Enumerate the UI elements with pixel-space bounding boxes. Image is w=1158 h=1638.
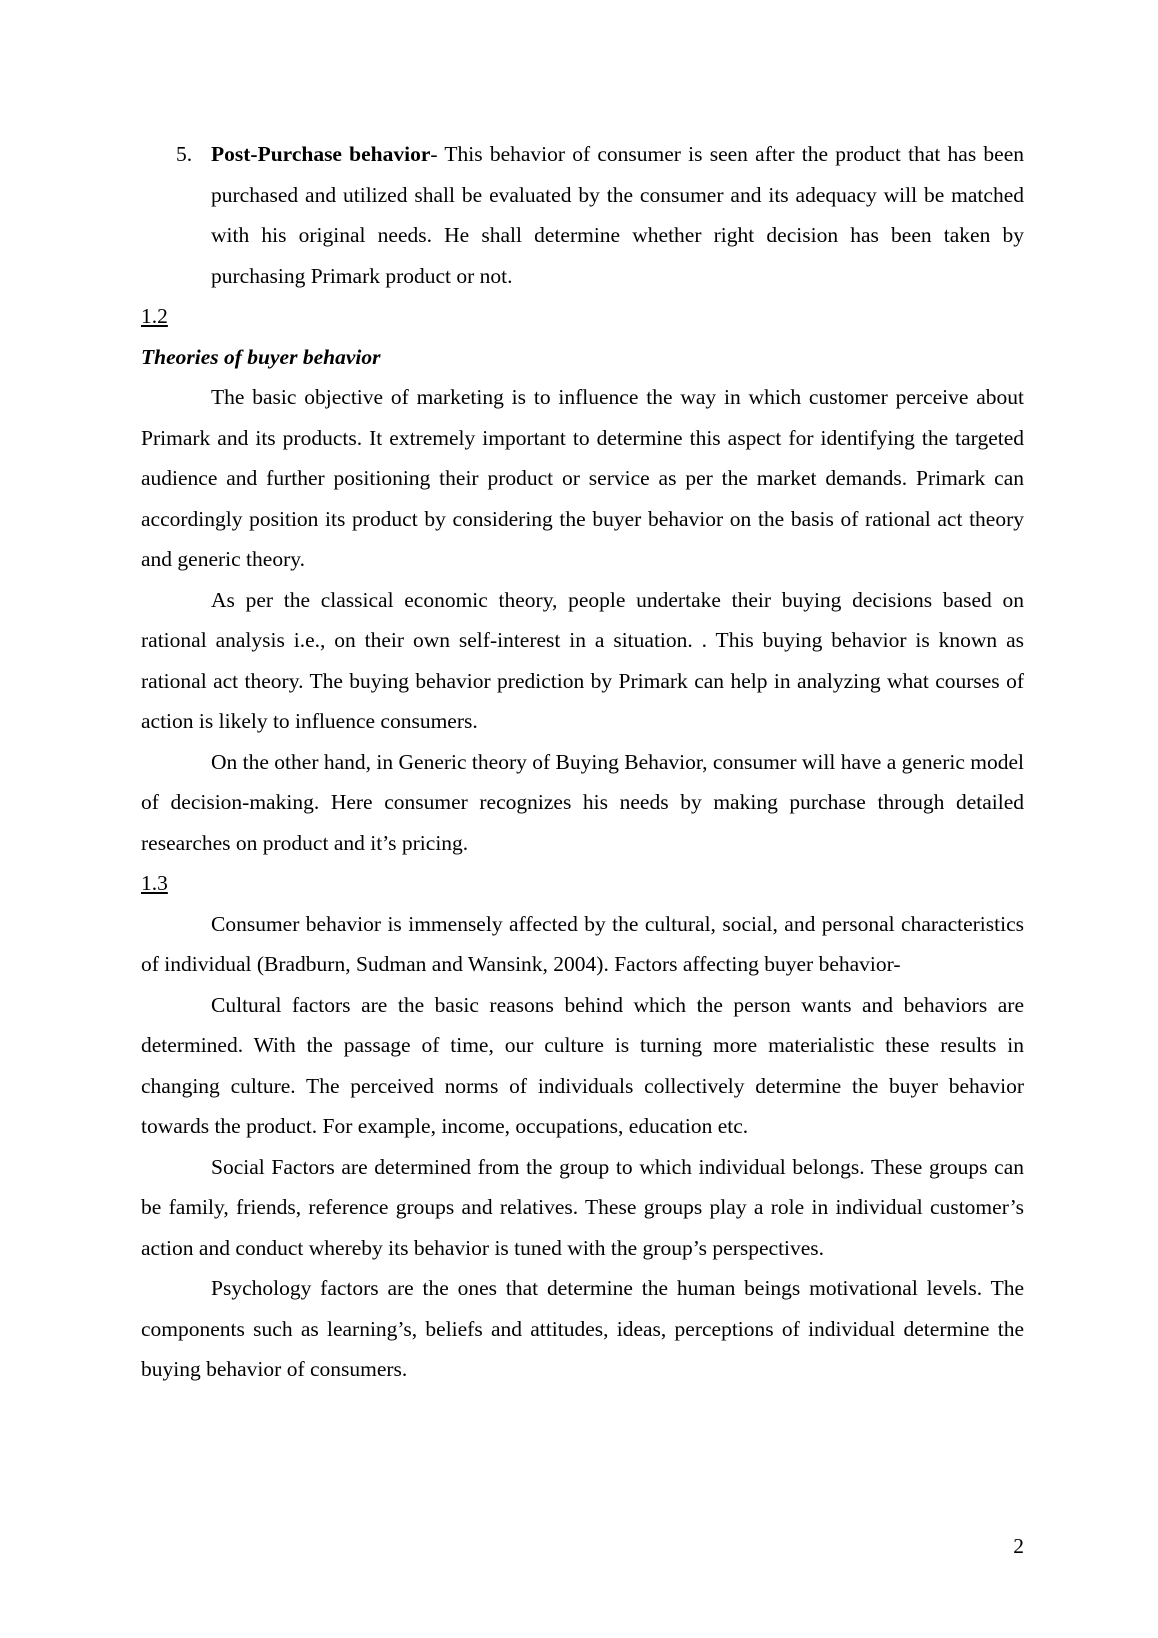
paragraph-factors-intro: Consumer behavior is immensely affected by the cultural, social, and personal characteristics of individual (Bradburn, Sudman and Wansink, 2004). Factors affecting buyer behavior- (141, 911, 1024, 976)
section-number-1-3 (141, 863, 1024, 904)
paragraph-psychology-factors: Psychology factors are the ones that determine the human beings motivational levels. The components such as learning’s, beliefs and attitudes, ideas, perceptions of individual determine the buying behavior of consumers. (141, 1276, 1024, 1381)
list-item-text: - This behavior of consumer is seen after the product that has been purchased and utilized shall be evaluated by the consumer and its adequacy will be matched with his original needs. He shall determine whether right decision has been taken by purchasing Primark product or not. (211, 142, 1025, 288)
section-number-1-2-label: 1.2 (141, 304, 168, 328)
page-number: 2 (1013, 1534, 1024, 1558)
section-number-1-3-label: 1.3 (141, 871, 168, 895)
section-heading-theories: Theories of buyer behavior (141, 344, 381, 369)
section-number-1-2 (141, 296, 1024, 337)
paragraph-marketing-objective: The basic objective of marketing is to influence the way in which customer perceive about Primark and its products. It extremely important to determine this aspect for identifying the targeted audience and further positioning their product or service as per the market demands. Primark can accordingly position its product by considering the buyer behavior on the basis of rational act theory and generic theory. (141, 385, 1024, 571)
paragraph-generic-theory: On the other hand, in Generic theory of Buying Behavior, consumer will have a generic model of decision-making. Here consumer recognizes his needs by making purchase through detailed researches on product and it’s pricing. (141, 749, 1024, 855)
list-item-number: 5. (176, 142, 193, 166)
document-body (141, 134, 1024, 1390)
list-item-post-purchase (141, 134, 1024, 296)
list-item-body (211, 134, 1024, 296)
list-item-bold-lead: Post-Purchase behavior (211, 142, 431, 166)
paragraph-social-factors: Social Factors are determined from the group to which individual belongs. These groups can be family, friends, reference groups and relatives. These groups play a role in individual customer’s action and conduct whereby its behavior is tuned with the group’s perspectives. (141, 1154, 1024, 1260)
paragraph-cultural-factors: Cultural factors are the basic reasons behind which the person wants and behaviors are determined. With the passage of time, our culture is turning more materialistic these results in changing culture. The perceived norms of individuals collectively determine the buyer behavior towards the product. For example, income, occupations, education etc. (141, 992, 1024, 1138)
paragraph-rational-act-theory: As per the classical economic theory, people undertake their buying decisions based on rational analysis i.e., on their own self-interest in a situation. . This buying behavior is known as rational act theory. The buying behavior prediction by Primark can help in analyzing what courses of action is likely to influence consumers. (141, 587, 1024, 733)
